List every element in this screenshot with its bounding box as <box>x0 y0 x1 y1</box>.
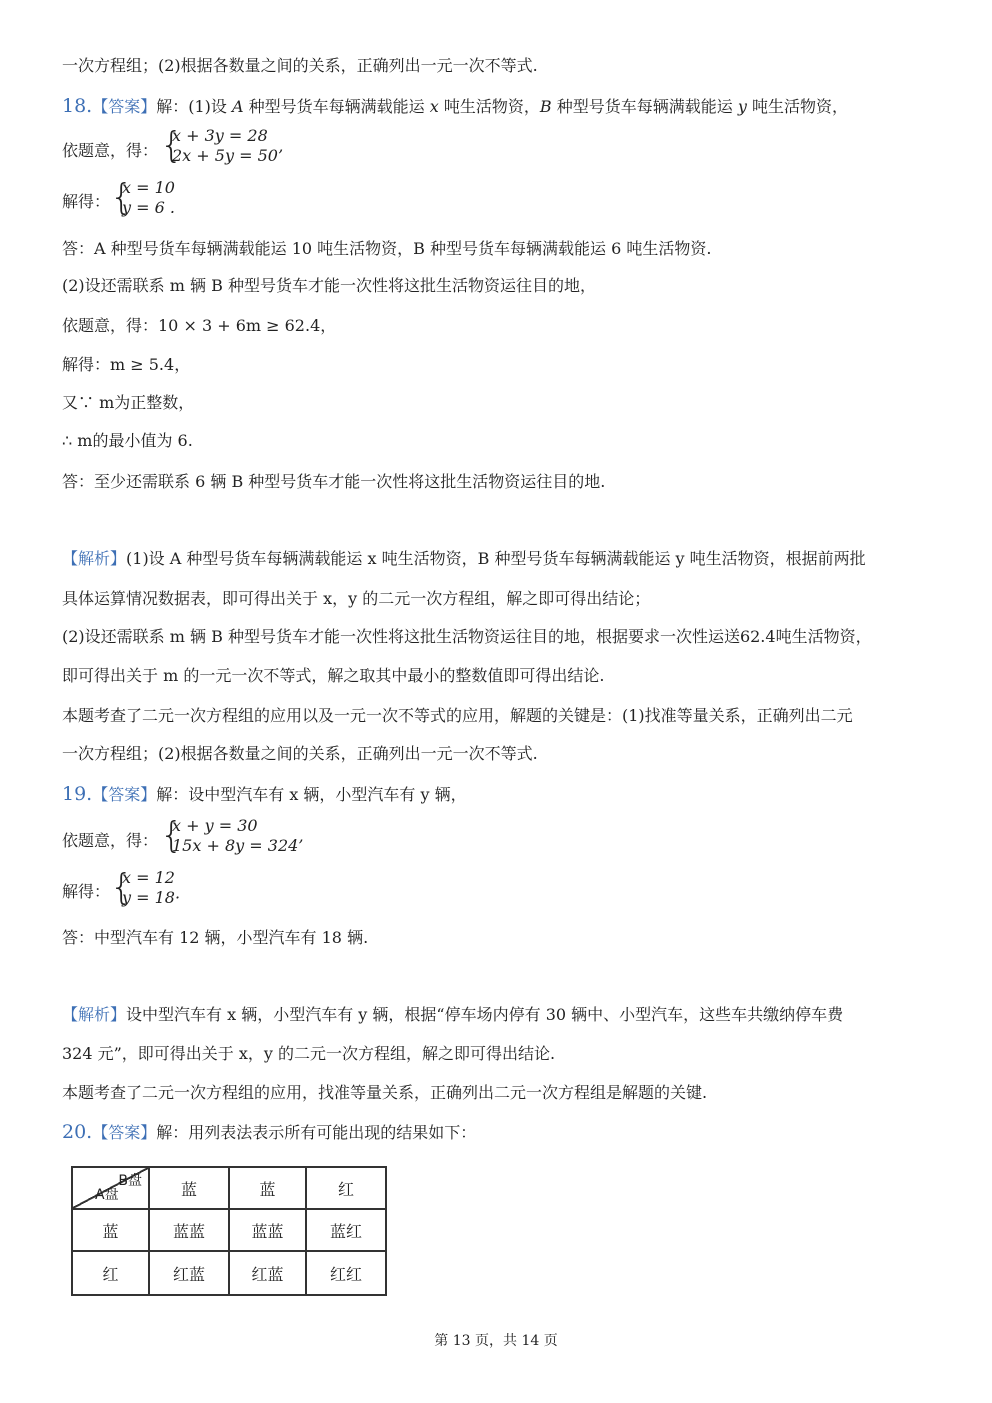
equation: x + y = 30 <box>172 816 258 835</box>
equation: x + 3y = 28 <box>172 126 268 145</box>
text-line: 具体运算情况数据表，即可得出关于 x，y 的二元一次方程组，解之即可得出结论； <box>62 589 651 608</box>
answer-tag: 【答案】 <box>92 1123 157 1142</box>
var-a: A <box>232 97 244 116</box>
analysis-tag: 【解析】 <box>62 549 127 568</box>
text-line: 答：A 种型号货车每辆满载能运 10 吨生活物资，B 种型号货车每辆满载能运 6 吨生活物资. <box>62 239 712 258</box>
brace-icon: { <box>110 867 133 908</box>
text-line: 依题意，得： <box>62 141 159 160</box>
text-line: (2)设还需联系 m 辆 B 种型号货车才能一次性将这批生活物资运往目的地，根据要求一次性运送62.4吨生活物资， <box>62 627 872 646</box>
table-cell: 红蓝 <box>229 1251 306 1295</box>
table-cell: 蓝蓝 <box>149 1209 229 1251</box>
table-cell: 蓝红 <box>306 1209 386 1251</box>
text-line: (2)设还需联系 m 辆 B 种型号货车才能一次性将这批生活物资运往目的地， <box>62 276 596 295</box>
analysis-line <box>62 1004 843 1026</box>
page-footer: 第 13 页，共 14 页 <box>434 1333 558 1349</box>
text-line: 解得：m ≥ 5.4， <box>62 355 191 374</box>
question-number: 19. <box>62 783 93 805</box>
equation: y = 6 . <box>122 198 175 217</box>
text-line: 答：至少还需联系 6 辆 B 种型号货车才能一次性将这批生活物资运往目的地. <box>62 472 606 491</box>
text-line: 依题意，得：10 × 3 + 6m ≥ 62.4， <box>62 316 337 335</box>
brace-icon: { <box>160 125 183 166</box>
answer-tag: 【答案】 <box>92 785 157 804</box>
text-line: 一次方程组；(2)根据各数量之间的关系，正确列出一元一次不等式. <box>62 744 538 763</box>
answer-tag: 【答案】 <box>92 97 157 116</box>
table-cell: 蓝蓝 <box>229 1209 306 1251</box>
equation-system <box>110 867 200 914</box>
text-line: 本题考查了二元一次方程组的应用以及一元一次不等式的应用，解题的关键是：(1)找准等量关系，正确列出二元 <box>62 706 853 725</box>
var-x: x <box>429 97 439 116</box>
equation: y = 18· <box>122 888 181 907</box>
analysis-tag: 【解析】 <box>62 1005 127 1024</box>
text: 解：设中型汽车有 x 辆，小型汽车有 y 辆， <box>156 785 467 804</box>
text-line: ∴ m的最小值为 6. <box>62 431 193 450</box>
brace-icon: { <box>110 177 133 218</box>
table-header-row <box>72 1167 386 1209</box>
text: (1)设 A 种型号货车每辆满载能运 x 吨生活物资，B 种型号货车每辆满载能运 y 吨生活物资，根据前两批 <box>126 549 866 568</box>
q19-first-line <box>62 783 467 806</box>
table-row <box>72 1209 386 1251</box>
table-corner-cell <box>72 1167 149 1209</box>
analysis-line <box>62 548 866 570</box>
text-line: 一次方程组；(2)根据各数量之间的关系，正确列出一元一次不等式. <box>62 56 538 75</box>
equation: 15x + 8y = 324’ <box>172 836 304 855</box>
text-line: 依题意，得： <box>62 831 159 850</box>
table-cell: 红红 <box>306 1251 386 1295</box>
equation-system <box>110 177 210 224</box>
text-line: 本题考查了二元一次方程组的应用，找准等量关系，正确列出二元一次方程组是解题的关键. <box>62 1083 708 1102</box>
equation-system <box>160 815 310 862</box>
brace-icon: { <box>160 815 183 856</box>
text-line: 解得： <box>62 192 111 211</box>
outcome-table <box>71 1166 387 1296</box>
row-header: 蓝 <box>72 1209 149 1251</box>
text-line: 又∵ m为正整数， <box>62 393 195 412</box>
corner-label-a: A盘 <box>95 1187 119 1203</box>
var-y: y <box>737 97 747 116</box>
text-line: 324 元”，即可得出关于 x，y 的二元一次方程组，解之即可得出结论. <box>62 1044 556 1063</box>
text: 种型号货车每辆满载能运 <box>248 97 425 116</box>
text-line: 解得： <box>62 882 111 901</box>
var-b: B <box>539 97 552 116</box>
text-line: 答：中型汽车有 12 辆，小型汽车有 18 辆. <box>62 928 369 947</box>
equation: x = 10 <box>122 178 175 197</box>
question-number: 20. <box>62 1121 93 1143</box>
corner-label-b: B盘 <box>118 1173 142 1189</box>
row-header: 红 <box>72 1251 149 1295</box>
text: 吨生活物资， <box>752 97 849 116</box>
text: 吨生活物资， <box>443 97 540 116</box>
column-header: 蓝 <box>229 1167 306 1209</box>
column-header: 红 <box>306 1167 386 1209</box>
question-number: 18. <box>62 95 93 117</box>
q20-first-line <box>62 1121 476 1144</box>
table-row <box>72 1251 386 1295</box>
text-line: 即可得出关于 m 的一元一次不等式，解之取其中最小的整数值即可得出结论. <box>62 666 605 685</box>
equation-system <box>160 125 300 172</box>
text: 种型号货车每辆满载能运 <box>556 97 733 116</box>
equation: x = 12 <box>122 868 175 887</box>
text: 设中型汽车有 x 辆，小型汽车有 y 辆，根据“停车场内停有 30 辆中、小型汽车，这些车共缴纳停车费 <box>126 1005 844 1024</box>
text: 解：用列表法表示所有可能出现的结果如下： <box>156 1123 477 1142</box>
column-header: 蓝 <box>149 1167 229 1209</box>
equation: 2x + 5y = 50’ <box>172 146 284 165</box>
text: 解：(1)设 <box>156 97 227 116</box>
table-cell: 红蓝 <box>149 1251 229 1295</box>
q18-first-line <box>62 95 848 118</box>
